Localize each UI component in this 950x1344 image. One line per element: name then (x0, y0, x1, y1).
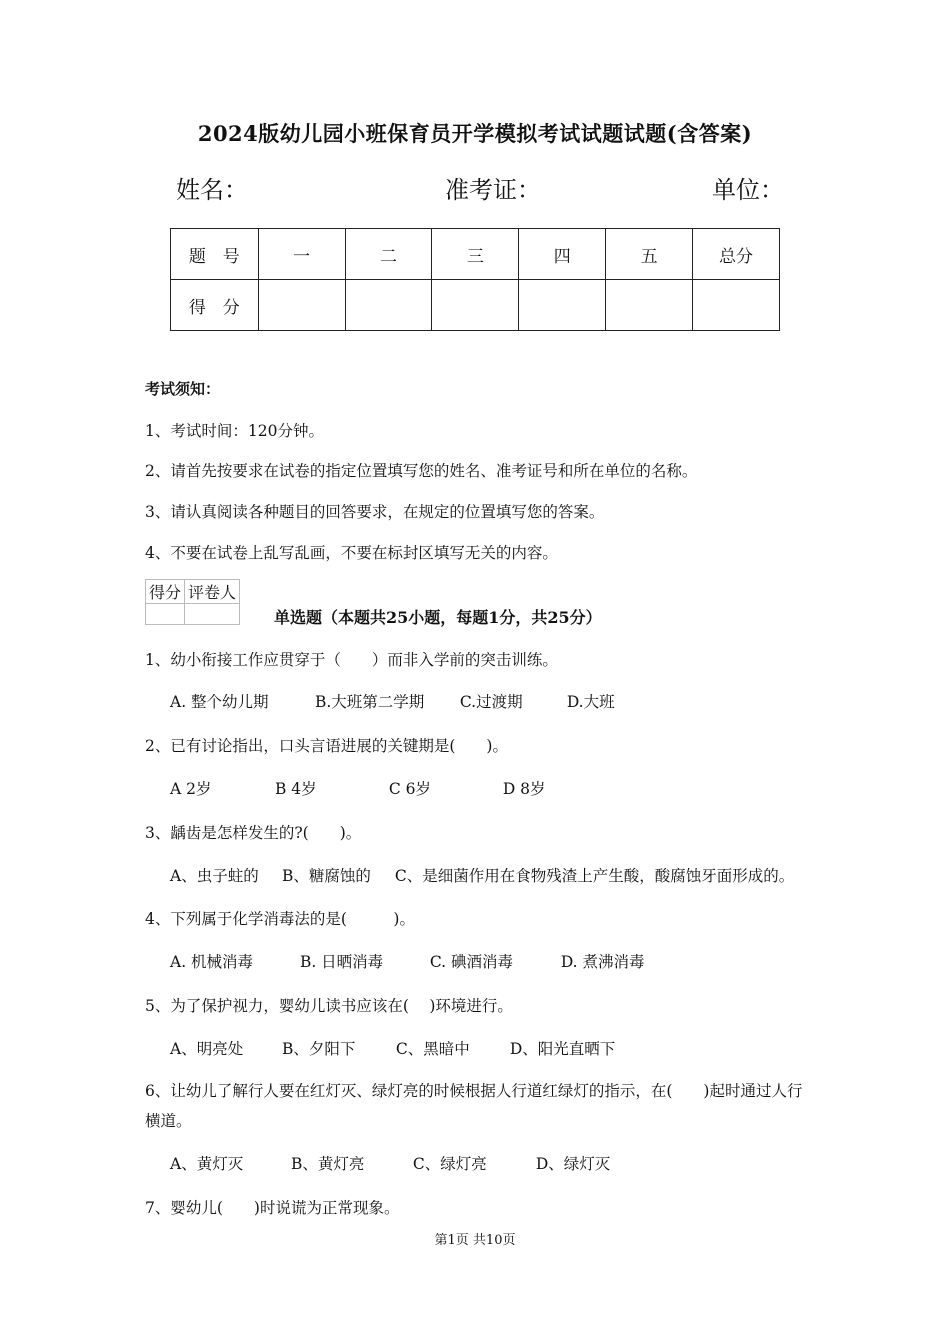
option: B.大班第二学期 (314, 693, 425, 711)
notice-item: 3、请认真阅读各种题目的回答要求，在规定的位置填写您的答案。 (145, 503, 605, 521)
question-stem: 7、婴幼儿( )时说谎为正常现象。 (145, 1199, 400, 1217)
question-options (170, 777, 546, 799)
option: D、阳光直晒下 (509, 1040, 616, 1058)
grader-score-cell (146, 604, 185, 625)
option: A、虫子蛀的 (170, 867, 259, 885)
option: D. 煮沸消毒 (560, 953, 645, 971)
question-options (170, 864, 794, 886)
option: B、黄灯亮 (290, 1155, 365, 1173)
option: D.大班 (566, 693, 615, 711)
grader-reviewer-label: 评卷人 (185, 580, 240, 604)
question-options (170, 1037, 615, 1059)
option: A. 机械消毒 (170, 953, 254, 971)
unit-label: 单位： (712, 176, 784, 204)
option: A、黄灯灭 (170, 1155, 244, 1173)
score-header-cell: 三 (432, 229, 519, 280)
question-stem: 6、让幼儿了解行人要在红灯灭、绿灯亮的时候根据人行道红绿灯的指示，在( )起时通过人行横道。 (145, 1082, 803, 1130)
option: A、明亮处 (170, 1040, 244, 1058)
page-footer: 第1页 共10页 (434, 1233, 516, 1248)
score-row-label: 得 分 (171, 280, 259, 331)
option: C. 碘酒消毒 (429, 953, 514, 971)
score-header-cell: 四 (519, 229, 606, 280)
score-table-score-row (171, 280, 780, 331)
notice-item: 1、考试时间：120分钟。 (145, 422, 324, 440)
score-header-total: 总分 (693, 229, 780, 280)
score-cell (519, 280, 606, 331)
question-options (170, 690, 615, 712)
question-stem: 1、幼小衔接工作应贯穿于（ ）而非入学前的突击训练。 (145, 651, 558, 669)
score-header-cell: 二 (345, 229, 432, 280)
option: B 4岁 (274, 780, 317, 798)
score-header-cell: 五 (606, 229, 693, 280)
option: C 6岁 (388, 780, 432, 798)
grader-reviewer-cell (185, 604, 240, 625)
question-options (170, 950, 645, 972)
question-stem: 3、龋齿是怎样发生的?( )。 (145, 824, 362, 842)
option: B、夕阳下 (281, 1040, 356, 1058)
question-options (170, 1152, 610, 1174)
score-header-cell: 一 (258, 229, 345, 280)
question-stem: 2、已有讨论指出，口头言语进展的关键期是( )。 (145, 737, 508, 755)
score-cell (432, 280, 519, 331)
option: A 2岁 (170, 780, 212, 798)
option: C、绿灯亮 (412, 1155, 487, 1173)
score-cell (693, 280, 780, 331)
document-title: 2024版幼儿园小班保育员开学模拟考试试题试题(含答案) (197, 121, 753, 146)
score-cell (258, 280, 345, 331)
option: B. 日晒消毒 (299, 953, 384, 971)
notice-item: 2、请首先按要求在试卷的指定位置填写您的姓名、准考证号和所在单位的名称。 (145, 462, 698, 480)
option: A. 整个幼儿期 (170, 693, 269, 711)
question-stem: 4、下列属于化学消毒法的是( )。 (145, 910, 415, 928)
notice-heading: 考试须知： (145, 380, 221, 398)
score-table (170, 228, 780, 331)
grader-score-label: 得分 (146, 580, 185, 604)
score-cell (606, 280, 693, 331)
option: C、是细菌作用在食物残渣上产生酸，酸腐蚀牙面形成的。 (394, 867, 795, 885)
section-title: 单选题（本题共25小题，每题1分，共25分） (274, 608, 602, 627)
name-label: 姓名： (176, 176, 248, 204)
option: C.过渡期 (459, 693, 523, 711)
grader-box (145, 579, 240, 625)
option: D 8岁 (502, 780, 546, 798)
option: D、绿灯灭 (535, 1155, 611, 1173)
score-header-label: 题 号 (171, 229, 259, 280)
exam-id-label: 准考证： (445, 176, 541, 204)
score-cell (345, 280, 432, 331)
notice-item: 4、不要在试卷上乱写乱画，不要在标封区填写无关的内容。 (145, 544, 558, 562)
score-table-header-row (171, 229, 780, 280)
question-stem: 5、为了保护视力，婴幼儿读书应该在( )环境进行。 (145, 997, 513, 1015)
option: B、糖腐蚀的 (281, 867, 371, 885)
option: C、黑暗中 (395, 1040, 470, 1058)
